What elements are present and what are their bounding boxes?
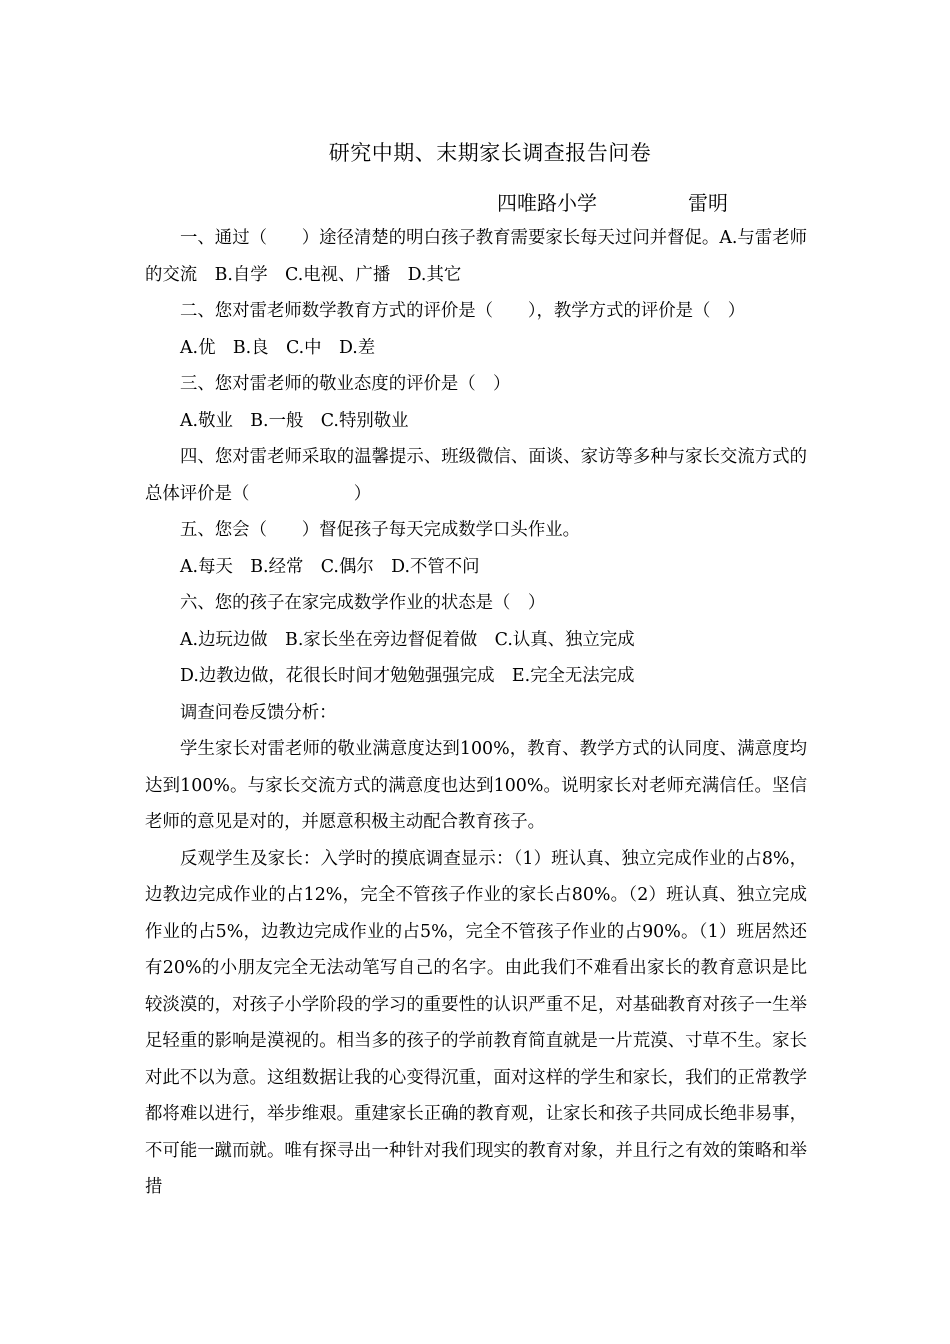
- question-6: 六、您的孩子在家完成数学作业的状态是（ ）: [180, 593, 546, 613]
- question-3-options: A.敬业 B.一般 C.特别敬业: [180, 410, 409, 431]
- question-4: 四、您对雷老师采取的温馨提示、班级微信、面谈、家访等多种与家长交流方式的总体评价是（ ）: [145, 447, 807, 504]
- question-2: 二、您对雷老师数学教育方式的评价是（ ），教学方式的评价是（ ）: [180, 301, 746, 321]
- question-2-options: A.优 B.良 C.中 D.差: [180, 337, 376, 358]
- question-5-options: A.每天 B.经常 C.偶尔 D.不管不问: [180, 556, 480, 577]
- document-body: [145, 220, 807, 1206]
- school-name: 四唯路小学: [497, 191, 597, 215]
- analysis-paragraph-2: 反观学生及家长：入学时的摸底调查显示：（1）班认真、独立完成作业的占8%，边教边完成作业的占12%，完全不管孩子作业的家长占80%。（2）班认真、独立完成作业的占5%，边教边完成作业的占5%，完全不管孩子作业的占90%。（1）班居然还有20%的小朋友完全无法动笔写自己的名字。由此我们不难看出家长的教育意识是比较淡漠的，对孩子小学阶段的学习的重要性的认识严重不足，对基础教育对孩子一生举足轻重的影响是漠视的。相当多的孩子的学前教育简直就是一片荒漠、寸草不生。家长对此不以为意。这组数据让我的心变得沉重，面对这样的学生和家长，我们的正常教学都将难以进行，举步维艰。重建家长正确的教育观，让家长和孩子共同成长绝非易事，不可能一蹴而就。唯有探寻出一种针对我们现实的教育对象，并且行之有效的策略和举措: [145, 848, 807, 1197]
- question-6-options-a: A.边玩边做 B.家长坐在旁边督促着做 C.认真、独立完成: [180, 629, 635, 650]
- question-1: 一、通过（ ）途径清楚的明白孩子教育需要家长每天过问并督促。A.与雷老师的交流 B.自学 C.电视、广播 D.其它: [145, 228, 807, 285]
- document-title: 研究中期、末期家长调查报告问卷: [328, 141, 652, 165]
- analysis-paragraph-1: 学生家长对雷老师的敬业满意度达到100%，教育、教学方式的认同度、满意度均达到100%。与家长交流方式的满意度也达到100%。说明家长对老师充满信任。坚信老师的意见是对的，并愿意积极主动配合教育孩子。: [145, 739, 807, 832]
- question-6-options-b: D.边教边做，花很长时间才勉勉强强完成 E.完全无法完成: [180, 666, 635, 686]
- question-3: 三、您对雷老师的敬业态度的评价是（ ）: [180, 374, 511, 394]
- analysis-heading: 调查问卷反馈分析：: [180, 702, 337, 723]
- author-name: 雷明: [688, 191, 728, 215]
- question-5: 五、您会（ ）督促孩子每天完成数学口头作业。: [180, 520, 580, 540]
